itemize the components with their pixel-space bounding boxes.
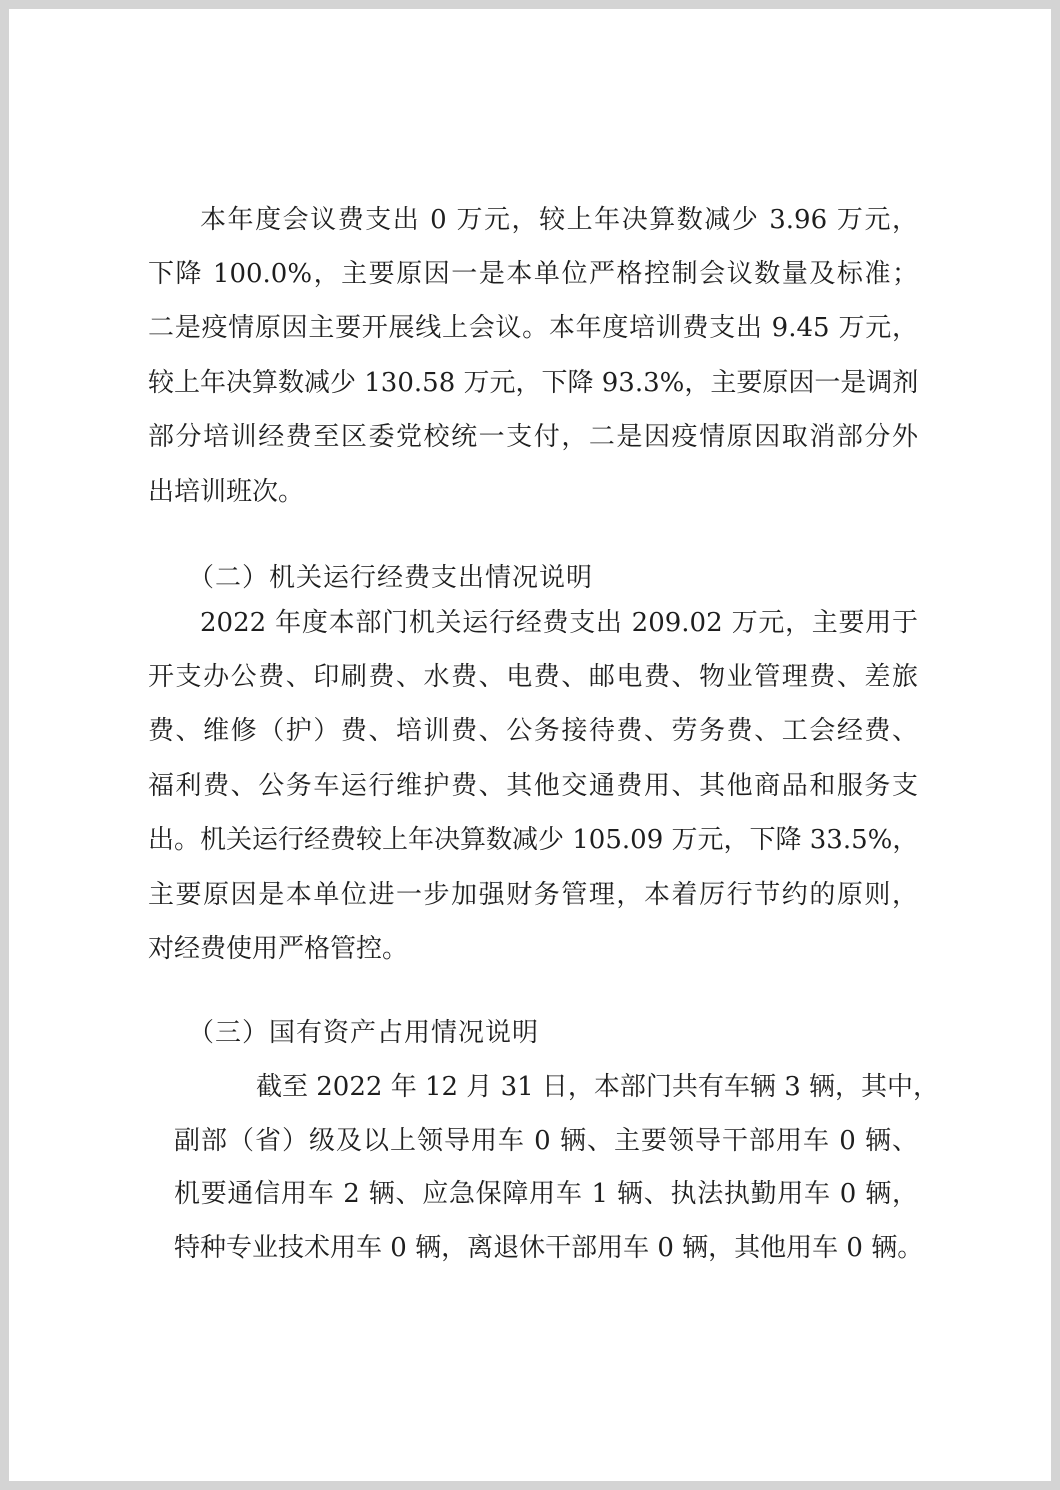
paragraph-1-line-6: 出培训班次。 xyxy=(148,477,305,507)
section-2-line-6: 主要原因是本单位进一步加强财务管理，本着厉行节约的原则， xyxy=(148,880,918,910)
paragraph-1-line-2: 下降 100.0%，主要原因一是本单位严格控制会议数量及标准； xyxy=(148,259,918,289)
section-2-line-1: 2022 年度本部门机关运行经费支出 209.02 万元，主要用于 xyxy=(200,608,918,638)
paragraph-1-line-3: 二是疫情原因主要开展线上会议。本年度培训费支出 9.45 万元， xyxy=(148,313,918,343)
section-2-heading: （二）机关运行经费支出情况说明 xyxy=(188,563,594,593)
section-2-line-3: 费、维修（护）费、培训费、公务接待费、劳务费、工会经费、 xyxy=(148,716,918,746)
section-2-line-2: 开支办公费、印刷费、水费、电费、邮电费、物业管理费、差旅 xyxy=(148,662,918,692)
paragraph-1-line-1: 本年度会议费支出 0 万元，较上年决算数减少 3.96 万元， xyxy=(200,205,918,235)
section-3-line-1: 截至 2022 年 12 月 31 日，本部门共有车辆 3 辆，其中， xyxy=(256,1072,939,1102)
paragraph-1-line-5: 部分培训经费至区委党校统一支付，二是因疫情原因取消部分外 xyxy=(148,422,918,452)
section-3-line-4: 特种专业技术用车 0 辆，离退休干部用车 0 辆，其他用车 0 辆。 xyxy=(174,1233,924,1263)
section-3-heading: （三）国有资产占用情况说明 xyxy=(188,1018,540,1048)
section-2-line-5: 出。机关运行经费较上年决算数减少 105.09 万元，下降 33.5%， xyxy=(148,825,919,855)
section-3-line-2: 副部（省）级及以上领导用车 0 辆、主要领导干部用车 0 辆、 xyxy=(174,1126,918,1156)
section-2-line-4: 福利费、公务车运行维护费、其他交通费用、其他商品和服务支 xyxy=(148,771,918,801)
section-2-line-7: 对经费使用严格管控。 xyxy=(148,934,409,964)
paragraph-1-line-4: 较上年决算数减少 130.58 万元，下降 93.3%，主要原因一是调剂 xyxy=(148,368,919,398)
section-3-line-3: 机要通信用车 2 辆、应急保障用车 1 辆、执法执勤用车 0 辆， xyxy=(174,1179,918,1209)
